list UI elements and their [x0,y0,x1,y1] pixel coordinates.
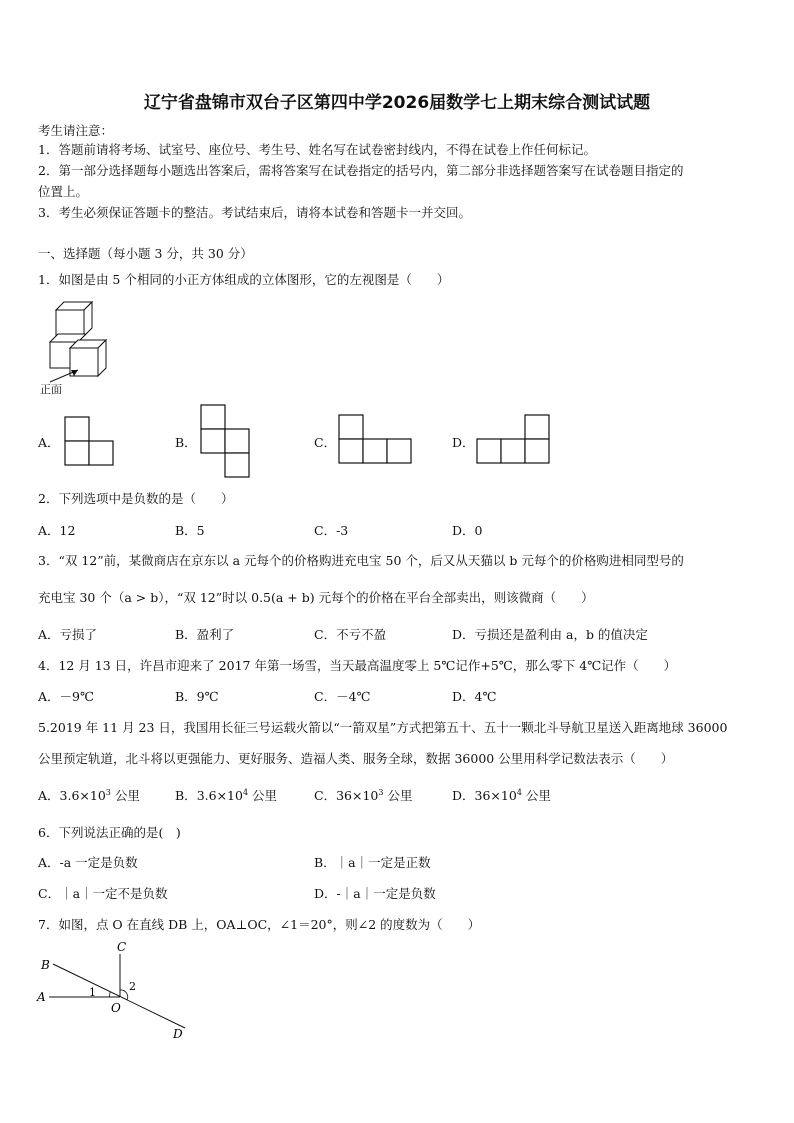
q1-option-c-figure [338,414,412,464]
option-exponent: 4 [516,787,522,797]
q2-option-a[interactable]: A．12 [38,523,76,538]
q4-option-c[interactable]: C．－4℃ [314,689,371,704]
question-3-line2: 充电宝 30 个（a > b），“双 12”时以 0.5(a + b) 元每个的价格在平台全部卖出，则该微商（ ） [38,590,594,605]
q2-option-b[interactable]: B．5 [175,523,205,538]
question-2-stem: 2．下列选项中是负数的是（ ） [38,491,234,506]
option-unit: 公里 [248,788,278,803]
question-5-line2: 公里预定轨道，北斗将以更强能力、更好服务、造福人类、服务全球，数据 36000 公里用科学记数法表示（ ） [38,751,674,766]
label-d: D [173,1027,183,1041]
q5-option-a[interactable] [38,786,140,804]
option-unit: 公里 [521,788,551,803]
option-exponent: 4 [242,787,249,797]
q7-angle-figure [35,940,195,1045]
q6-option-b[interactable]: B．｜a｜一定是正数 [314,855,431,870]
option-base: 36×10 [474,788,517,803]
question-1-stem: 1．如图是由 5 个相同的小正方体组成的立体图形，它的左视图是（ ） [38,272,450,287]
option-base: 3.6×10 [59,788,106,803]
label-a: A [37,990,46,1004]
q3-option-b[interactable]: B．盈利了 [175,627,235,642]
option-label: D． [452,788,475,803]
q1-option-b-figure [200,404,250,478]
q6-option-d[interactable]: D．-｜a｜一定是负数 [314,886,436,901]
notice-item: 3．考生必须保证答题卡的整洁。考试结束后，请将本试卷和答题卡一并交回。 [38,205,471,220]
q6-option-c[interactable]: C．｜a｜一定不是负数 [38,886,168,901]
notice-heading: 考生请注意： [38,123,114,138]
question-5-line1: 5.2019 年 11 月 23 日，我国用长征三号运载火箭以“一箭双星”方式把第五十、五十一颗北斗导航卫星送入距离地球 36000 [38,720,728,735]
angle-2-label: 2 [129,980,136,993]
front-label: 正面 [40,383,62,396]
option-exponent: 3 [105,787,111,797]
notice-item: 位置上。 [38,184,89,199]
page-title: 辽宁省盘锦市双台子区第四中学2026届数学七上期末综合测试试题 [143,93,651,113]
option-base: 3.6×10 [196,788,243,803]
q4-option-b[interactable]: B．9℃ [175,689,219,704]
question-4-stem: 4．12 月 13 日，许昌市迎来了 2017 年第一场雪，当天最高温度零上 5℃记作+5℃，那么零下 4℃记作（ ） [38,658,677,673]
q3-option-a[interactable]: A．亏损了 [38,627,98,642]
q4-option-a[interactable]: A．－9℃ [38,689,94,704]
option-base: 36×10 [336,788,379,803]
label-c: C [117,940,127,954]
q1-option-c[interactable]: C． [314,435,337,450]
question-6-stem: 6．下列说法正确的是( ) [38,825,181,840]
q4-option-d[interactable]: D．4℃ [452,689,497,704]
q1-option-a[interactable]: A． [38,435,60,450]
q1-cube-figure [40,300,120,390]
option-unit: 公里 [110,788,140,803]
option-label: C． [314,788,337,803]
option-unit: 公里 [383,788,413,803]
q3-option-c[interactable]: C．不亏不盈 [314,627,387,642]
q5-option-b[interactable] [175,786,277,804]
question-7-stem: 7．如图，点 O 在直线 DB 上，OA⊥OC，∠1＝20°，则∠2 的度数为（ ） [38,917,481,932]
notice-item: 2．第一部分选择题每小题选出答案后，需将答案写在试卷指定的括号内，第二部分非选择题答案写在试卷题目指定的 [38,163,684,178]
option-exponent: 3 [378,787,384,797]
label-o: O [111,1001,121,1015]
label-b: B [41,958,50,972]
question-3-line1: 3．“双 12”前，某微商店在京东以 a 元每个的价格购进充电宝 50 个，后又从天猫以 b 元每个的价格购进相同型号的 [38,553,684,568]
q1-option-d-figure [476,414,550,464]
q1-option-a-figure [64,416,114,466]
option-label: B． [175,788,197,803]
angle-1-label: 1 [89,986,96,999]
q2-option-c[interactable]: C．-3 [314,523,349,538]
q6-option-a[interactable]: A．-a 一定是负数 [38,855,138,870]
q5-option-c[interactable] [314,786,412,804]
section-heading: 一、选择题（每小题 3 分，共 30 分） [38,246,253,261]
q1-option-d[interactable]: D． [452,435,475,450]
q1-option-b[interactable]: B． [175,435,197,450]
q2-option-d[interactable]: D．0 [452,523,483,538]
q3-option-d[interactable]: D．亏损还是盈利由 a，b 的值决定 [452,627,648,642]
option-label: A． [38,788,60,803]
notice-item: 1．答题前请将考场、试室号、座位号、考生号、姓名写在试卷密封线内，不得在试卷上作任何标记。 [38,142,596,157]
q5-option-d[interactable] [452,786,551,804]
